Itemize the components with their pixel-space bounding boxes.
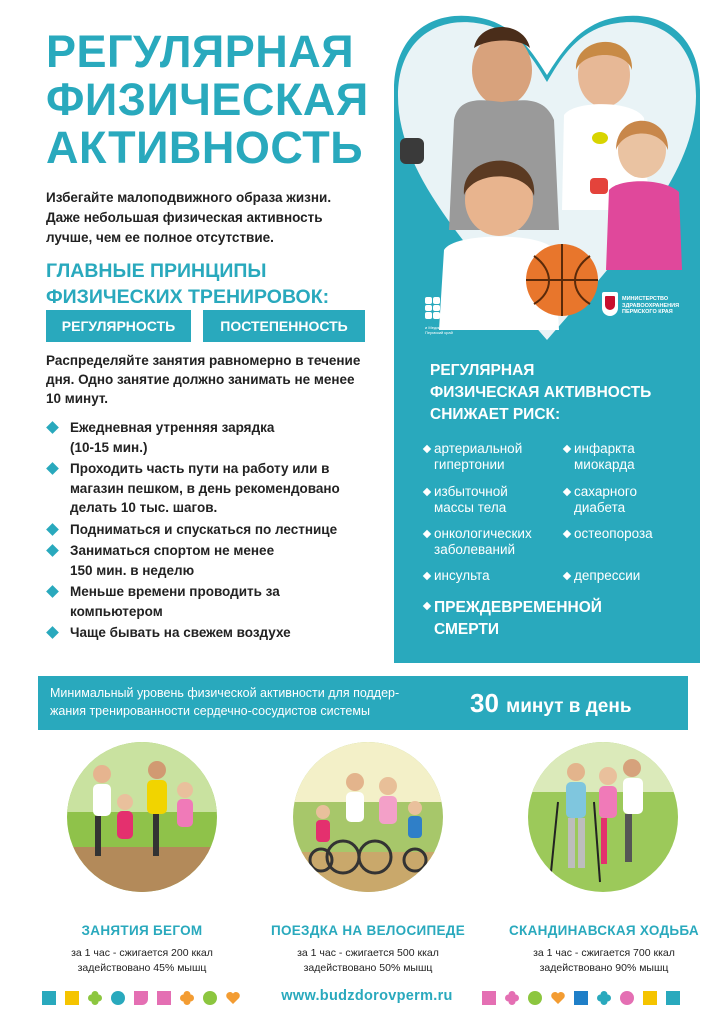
heading-line: ГЛАВНЫЕ ПРИНЦИПЫ	[46, 260, 267, 282]
diamond-bullet-icon	[46, 626, 59, 639]
ministry-logo-text	[622, 296, 679, 316]
tip-line: делать 10 тыс. шагов.	[70, 500, 218, 515]
decor-square-icon	[65, 991, 79, 1005]
tip-item	[46, 520, 386, 540]
risk-line: СМЕРТИ	[434, 621, 499, 638]
decor-square-icon	[666, 991, 680, 1005]
center-logo-subtext	[425, 325, 525, 335]
diamond-bullet-icon	[563, 530, 571, 538]
risk-item	[424, 484, 508, 516]
decor-heart-icon	[551, 991, 565, 1005]
decor-square-icon	[157, 991, 171, 1005]
heading-line: ФИЗИЧЕСКАЯ АКТИВНОСТЬ	[430, 384, 652, 401]
title-line: ФИЗИЧЕСКАЯ	[46, 74, 369, 125]
tip-line: Меньше времени проводить за	[70, 584, 280, 599]
risk-line: остеопороза	[574, 526, 653, 541]
tip-line: Проходить часть пути на работу или в	[70, 461, 330, 476]
decor-flower-icon	[505, 991, 519, 1005]
banner-line: жания тренированности сердечно-сосудистов системы	[50, 704, 370, 718]
tip-line: компьютером	[70, 603, 163, 619]
diamond-bullet-icon	[423, 572, 431, 580]
diamond-bullet-icon	[423, 602, 431, 610]
banner-minutes	[470, 686, 632, 724]
risk-item	[564, 484, 637, 516]
tip-item	[46, 582, 386, 621]
tip-line: Ежедневная утренняя зарядка	[70, 420, 275, 435]
tip-item	[46, 418, 386, 457]
logo-line: ЗДРАВООХРАНЕНИЯ	[622, 302, 680, 309]
banner-unit: минут в день	[506, 696, 632, 717]
activity-title: ПОЕЗДКА НА ВЕЛОСИПЕДЕ	[270, 923, 466, 938]
risk-line: гипертонии	[434, 457, 505, 472]
risk-line: диабета	[574, 500, 626, 515]
decor-circle-icon	[203, 991, 217, 1005]
principle-regularity-badge: РЕГУЛЯРНОСТЬ	[46, 310, 191, 342]
intro-line: лучше, чем ее полное отсутствие.	[46, 230, 274, 245]
logo-line: ПЕРМСКОГО КРАЯ	[622, 309, 673, 315]
cycling-photo	[293, 742, 443, 892]
risk-item	[564, 568, 640, 584]
title-line: РЕГУЛЯРНАЯ	[46, 26, 355, 77]
activity-muscles: задействовано 50% мышц	[303, 962, 433, 974]
decor-flower-icon	[597, 991, 611, 1005]
tip-line: магазин пешком, в день рекомендовано	[70, 480, 340, 496]
decor-square-icon	[643, 991, 657, 1005]
banner-text	[50, 684, 460, 720]
banner-line: Минимальный уровень физической активности для поддер-	[50, 686, 400, 700]
risk-line: депрессии	[574, 568, 641, 583]
tip-line: (10-15 мин.)	[70, 439, 148, 455]
tip-item	[46, 459, 386, 518]
heading-line: РЕГУЛЯРНАЯ	[430, 362, 535, 379]
center-logo-text	[453, 295, 508, 319]
activity-calories: за 1 час - сжигается 500 ккал	[297, 947, 439, 959]
decor-circle-icon	[528, 991, 542, 1005]
logo-line: Здоровья	[453, 311, 488, 318]
diamond-bullet-icon	[563, 445, 571, 453]
diamond-bullet-icon	[563, 488, 571, 496]
coat-of-arms-icon	[602, 292, 618, 316]
tip-line: 150 мин. в неделю	[70, 562, 195, 578]
tips-list	[46, 418, 386, 645]
risk-line: массы тела	[434, 500, 507, 515]
diamond-bullet-icon	[423, 488, 431, 496]
distribution-line: дня. Одно занятие должно занимать не менее	[46, 372, 355, 387]
decor-square-icon	[42, 991, 56, 1005]
tip-line: Чаще бывать на свежем воздухе	[70, 625, 291, 640]
risk-line: ПРЕЖДЕВРЕМЕННОЙ	[434, 599, 602, 616]
logo-line: Общественного	[453, 303, 508, 310]
page-title	[46, 28, 386, 172]
diamond-bullet-icon	[46, 585, 59, 598]
risk-line: избыточной	[434, 484, 508, 499]
activity-title: СКАНДИНАВСКАЯ ХОДЬБА	[509, 923, 699, 938]
heading-line: ФИЗИЧЕСКИХ ТРЕНИРОВОК:	[46, 286, 330, 308]
principle-gradual-badge: ПОСТЕПЕННОСТЬ	[203, 310, 365, 342]
center-logo-mark-icon	[425, 297, 449, 319]
decor-shape-icon	[134, 991, 148, 1005]
activity-muscles: задействовано 45% мышц	[77, 962, 207, 974]
logo-subline: и Медицинской профилактики	[425, 325, 482, 330]
principles-heading	[46, 258, 329, 310]
diamond-bullet-icon	[46, 544, 59, 557]
diamond-bullet-icon	[563, 572, 571, 580]
tip-line: Заниматься спортом не менее	[70, 543, 275, 558]
diamond-bullet-icon	[423, 445, 431, 453]
decor-square-icon	[574, 991, 588, 1005]
intro-text	[46, 188, 366, 248]
distribution-text	[46, 351, 376, 408]
logo-subline: Пермский край	[425, 330, 453, 335]
activity-calories: за 1 час - сжигается 700 ккал	[533, 947, 675, 959]
risk-item	[424, 568, 490, 584]
risk-heading	[430, 360, 651, 426]
risk-line: заболеваний	[434, 542, 516, 557]
decor-square-icon	[482, 991, 496, 1005]
intro-line: Избегайте малоподвижного образа жизни.	[46, 190, 332, 205]
risk-item	[564, 441, 635, 473]
logo-line: МИНИСТЕРСТВО	[622, 296, 669, 302]
title-line: АКТИВНОСТЬ	[46, 122, 364, 173]
distribution-line: 10 минут.	[46, 391, 109, 406]
ministry-logo	[602, 292, 712, 328]
diamond-bullet-icon	[46, 462, 59, 475]
center-public-health-logo	[425, 295, 515, 335]
diamond-bullet-icon	[423, 530, 431, 538]
diamond-bullet-icon	[46, 421, 59, 434]
tip-line: Подниматься и спускаться по лестнице	[70, 521, 338, 537]
decor-flower-icon	[88, 991, 102, 1005]
banner-number: 30	[470, 688, 499, 718]
risk-line: миокарда	[574, 457, 635, 472]
risk-premature-death	[424, 597, 602, 641]
activity-muscles: задействовано 90% мышц	[539, 962, 669, 974]
website-link[interactable]: www.budzdorovperm.ru	[281, 988, 453, 1004]
decor-flower-icon	[180, 991, 194, 1005]
tip-item	[46, 541, 386, 580]
activity-calories: за 1 час - сжигается 200 ккал	[71, 947, 213, 959]
heading-line: СНИЖАЕТ РИСК:	[430, 406, 561, 423]
risk-item	[564, 526, 653, 542]
intro-line: Даже небольшая физическая активность	[46, 210, 323, 225]
risk-line: артериальной	[434, 441, 523, 456]
distribution-line: Распределяйте занятия равномерно в течение	[46, 353, 361, 368]
risk-line: онкологических	[434, 526, 532, 541]
running-photo	[67, 742, 217, 892]
activity-title: ЗАНЯТИЯ БЕГОМ	[81, 923, 203, 938]
risk-line: инсульта	[434, 568, 490, 583]
risk-item	[424, 526, 532, 558]
decor-circle-icon	[620, 991, 634, 1005]
tip-item	[46, 623, 386, 643]
risk-line: инфаркта	[574, 441, 635, 456]
logo-line: Центр	[453, 295, 475, 302]
risk-item	[424, 441, 522, 473]
decor-heart-icon	[226, 991, 240, 1005]
decor-circle-icon	[111, 991, 125, 1005]
diamond-bullet-icon	[46, 523, 59, 536]
risk-line: сахарного	[574, 484, 637, 499]
nordic-walking-photo	[528, 742, 678, 892]
